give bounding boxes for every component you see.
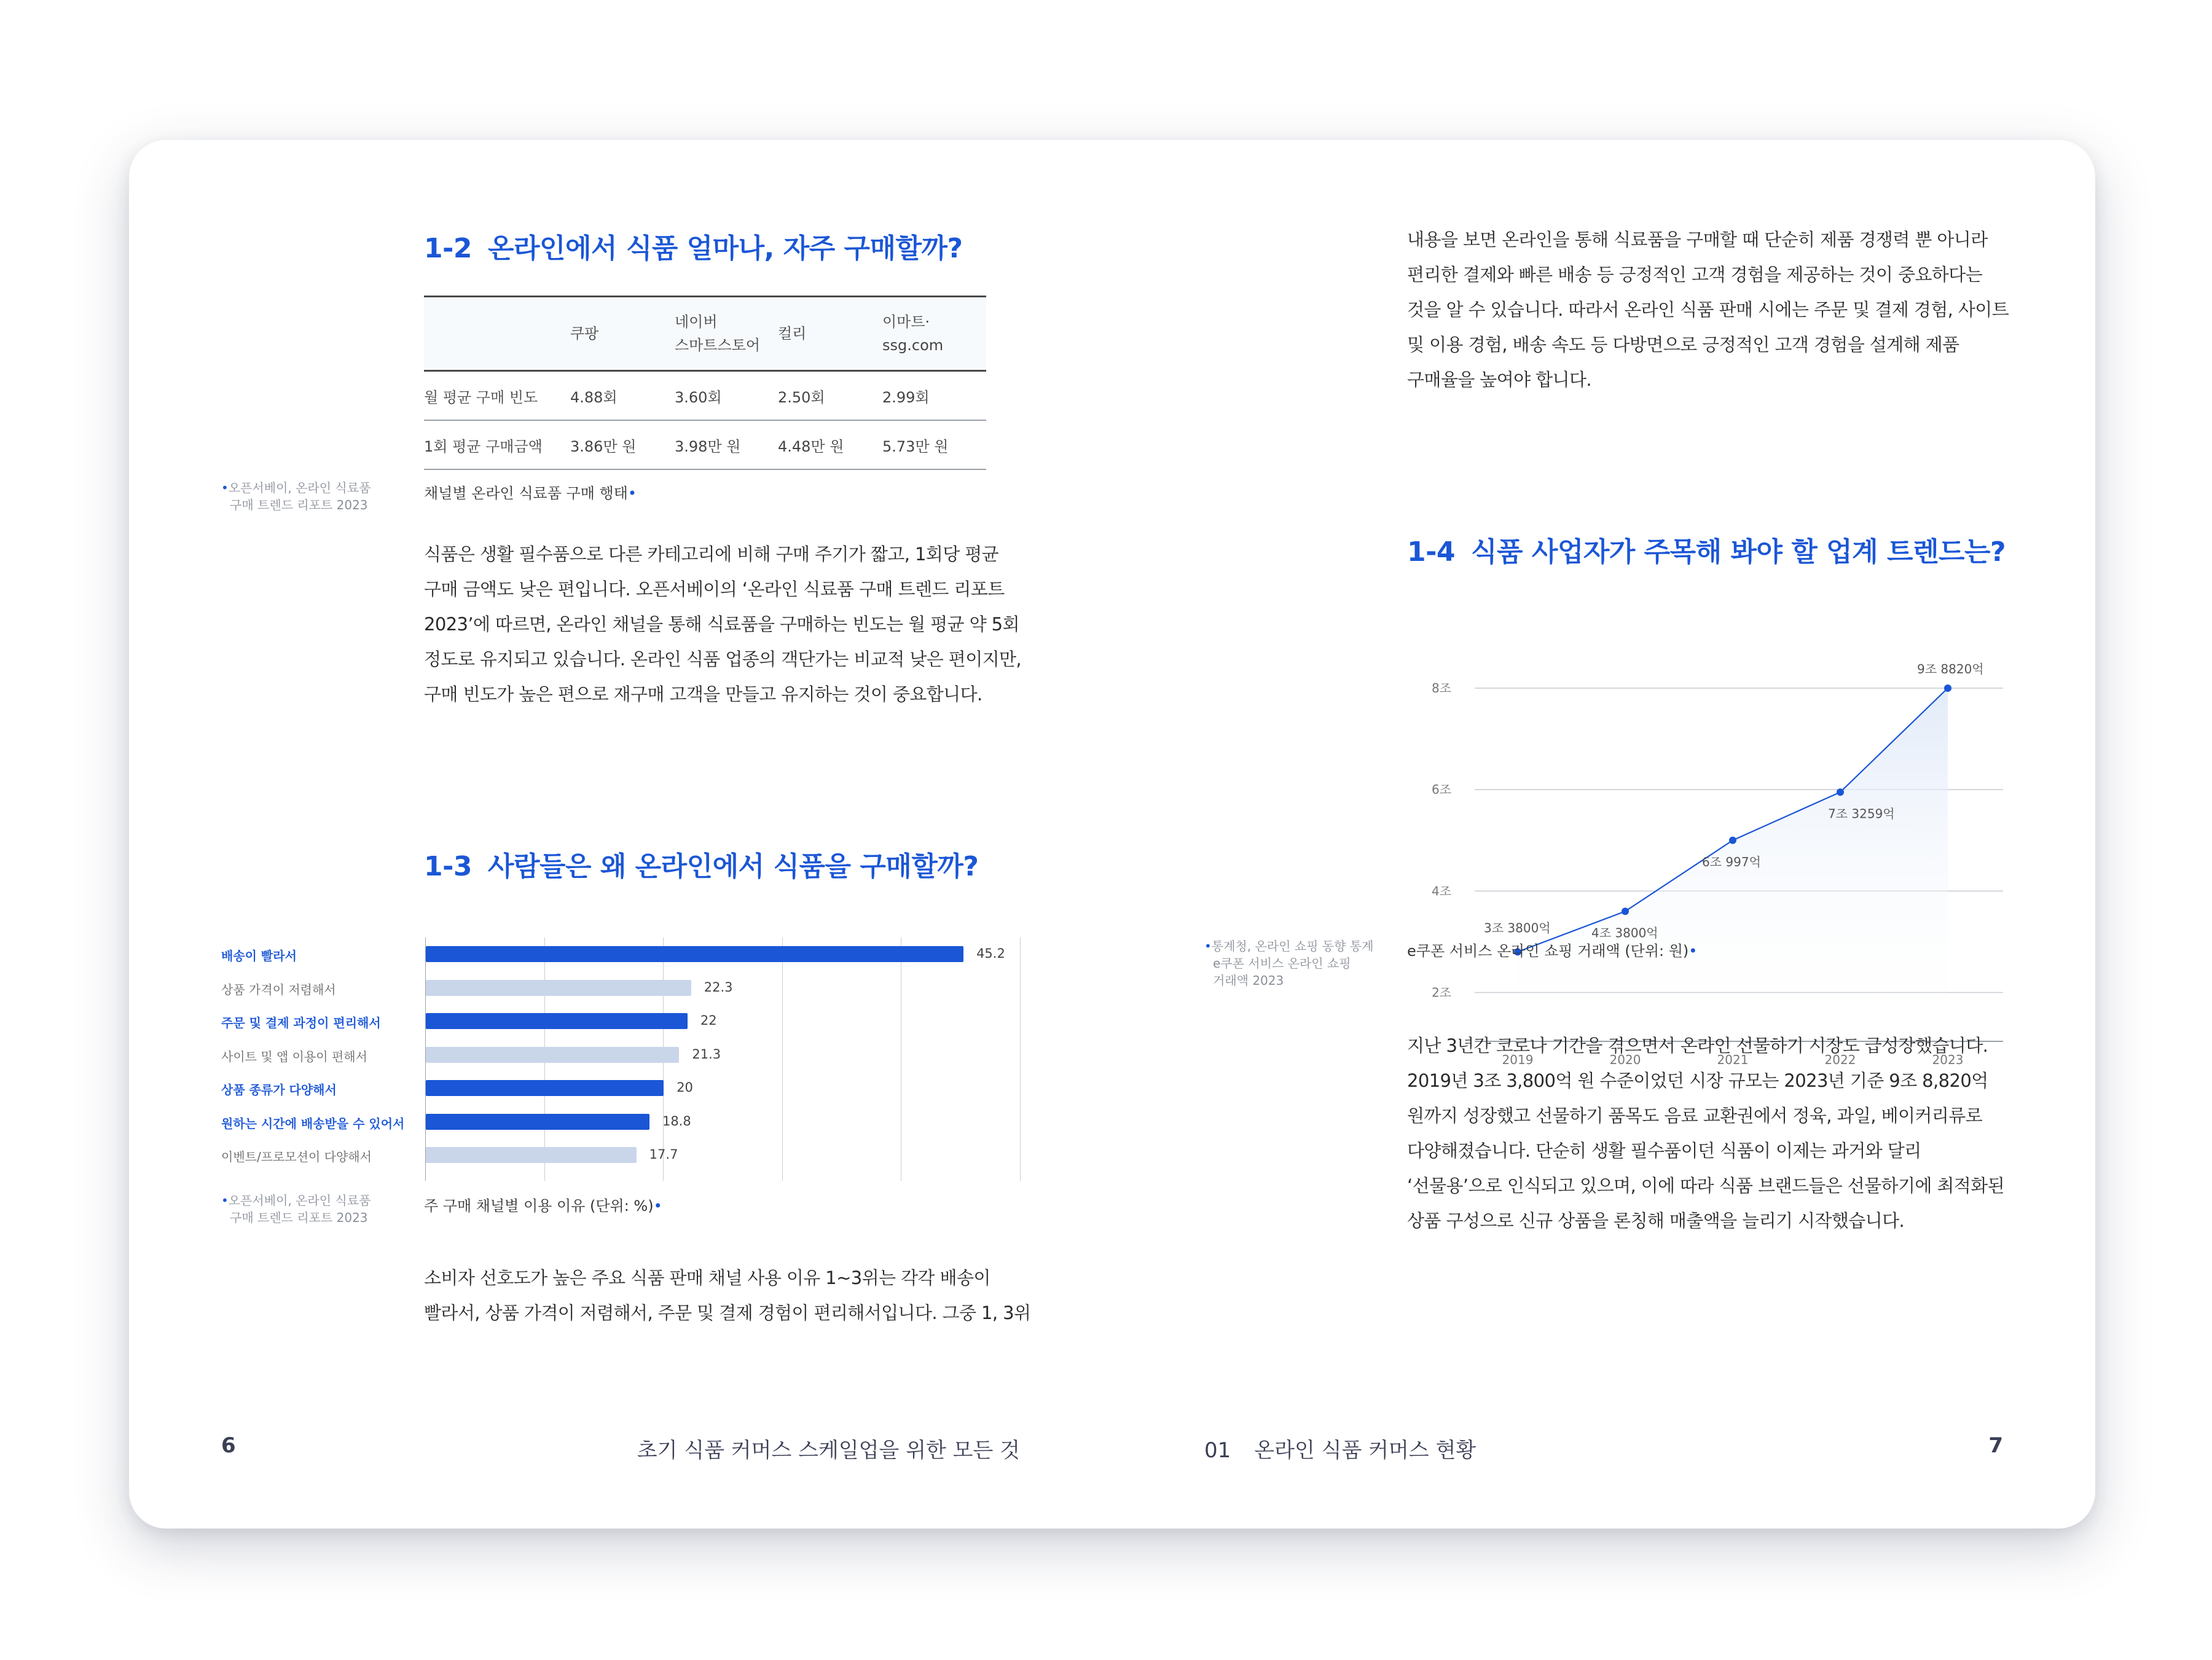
footer-book-title: 초기 식품 커머스 스케일업을 위한 모든 것 — [637, 1438, 1020, 1463]
text-line: ‘선물용’으로 인식되고 있으며, 이에 따라 식품 브랜드들은 선물하기에 최적화된 — [1407, 1175, 2005, 1196]
data-label: 3조 3800억 — [1484, 920, 1551, 936]
bar — [426, 1080, 664, 1096]
note-line: e쿠폰 서비스 온라인 쇼핑 — [1213, 956, 1351, 971]
bar-value-label: 45.2 — [976, 946, 1005, 961]
source-note-1-2: •오픈서베이, 온라인 식료품 구매 트렌드 리포트 2023 — [221, 480, 371, 512]
text-line: 식품은 생활 필수품으로 다른 카테고리에 비해 구매 주기가 짧고, 1회당 평균 — [424, 544, 999, 565]
text-line: 구매 금액도 낮은 편입니다. 오픈서베이의 ‘온라인 식료품 구매 트렌드 리포트 — [424, 579, 1005, 600]
note-line: 거래액 2023 — [1213, 973, 1284, 988]
chapter-title: 온라인 식품 커머스 현황 — [1254, 1438, 1477, 1463]
section-number: 1-3 — [424, 851, 472, 882]
text-line: 원까지 성장했고 선물하기 품목도 음료 교환권에서 정육, 과일, 베이커리류로 — [1407, 1105, 1983, 1126]
section-number: 1-4 — [1407, 536, 1455, 568]
page-number-left: 6 — [221, 1433, 236, 1458]
table-header-cell: 쿠팡 — [570, 297, 675, 371]
reason-bar-chart — [129, 140, 1112, 1369]
table-cell: 4.88회 — [570, 371, 675, 421]
grid-line — [1020, 938, 1021, 1181]
bar-category-label: 배송이 빨라서 — [221, 949, 297, 963]
data-label: 7조 3259억 — [1828, 806, 1895, 821]
bar-category-label: 원하는 시간에 배송받을 수 있어서 — [221, 1116, 405, 1131]
page-number-right: 7 — [1988, 1433, 2003, 1458]
bar-category-label: 주문 및 결제 과정이 편리해서 — [221, 1016, 381, 1030]
bar-value-label: 22 — [700, 1013, 717, 1028]
text-line: 구매 빈도가 높은 편으로 재구매 고객을 만들고 유지하는 것이 중요합니다. — [424, 684, 982, 705]
data-point — [1944, 684, 1951, 692]
table-cell: 5.73만 원 — [882, 420, 986, 469]
table-header-cell: 네이버 스마트스토어 — [675, 297, 778, 371]
section-heading: 사람들은 왜 온라인에서 식품을 구매할까? — [488, 851, 979, 882]
x-tick-label: 2022 — [1824, 1052, 1856, 1067]
text-line: 2019년 3조 3,800억 원 수준이었던 시장 규모는 2023년 기준 9조 8,820억 — [1407, 1070, 1988, 1091]
data-label: 6조 997억 — [1702, 854, 1761, 869]
paragraph-right-top — [1407, 222, 2009, 397]
text-line: 편리한 결제와 빠른 배송 등 긍정적인 고객 경험을 제공하는 것이 중요하다는 — [1407, 264, 1983, 285]
note-line: 구매 트렌드 리포트 2023 — [230, 1210, 368, 1225]
section-heading: 온라인에서 식품 얼마나, 자주 구매할까? — [488, 233, 963, 264]
paragraph-1-3 — [424, 1261, 1030, 1331]
table-cell: 4.48만 원 — [778, 420, 882, 469]
table-cell: 1회 평균 구매금액 — [424, 420, 570, 469]
bar-value-label: 18.8 — [662, 1113, 691, 1129]
bar-value-label: 22.3 — [704, 979, 733, 995]
note-line: 오픈서베이, 온라인 식료품 — [228, 1193, 371, 1208]
bar-value-label: 20 — [677, 1080, 693, 1095]
table-cell: 3.86만 원 — [570, 420, 675, 469]
y-tick-label: 2조 — [1432, 985, 1452, 1000]
text-line: 내용을 보면 온라인을 통해 식료품을 구매할 때 단순히 제품 경쟁력 뿐 아니라 — [1407, 229, 1988, 250]
bar — [426, 1047, 679, 1063]
table-caption: 채널별 온라인 식료품 구매 행태• — [424, 485, 637, 502]
table-cell: 3.98만 원 — [675, 420, 778, 469]
text-line: 다양해졌습니다. 단순히 생활 필수품이던 식품이 이제는 과거와 달리 — [1407, 1140, 1921, 1161]
text-line: 지난 3년간 코로나 기간을 겪으면서 온라인 선물하기 시장도 급성장했습니다. — [1407, 1035, 1988, 1056]
bar — [426, 1114, 649, 1130]
bar — [426, 1147, 637, 1163]
text-line: 구매율을 높여야 합니다. — [1407, 369, 1591, 390]
table-header-cell: 이마트· ssg.com — [882, 297, 986, 371]
text-line: 것을 알 수 있습니다. 따라서 온라인 식품 판매 시에는 주문 및 결제 경험, 사이트 — [1407, 299, 2009, 320]
source-note-1-4: •통계청, 온라인 쇼핑 동향 통계 e쿠폰 서비스 온라인 쇼핑 거래액 2023 — [1204, 939, 1374, 988]
note-line: 구매 트렌드 리포트 2023 — [230, 498, 368, 512]
x-tick-label: 2019 — [1502, 1052, 1534, 1067]
book-spread — [129, 140, 2095, 1529]
bar-chart-caption: 주 구매 채널별 이용 이유 (단위: %)• — [424, 1197, 662, 1215]
text-line: 및 이용 경험, 배송 속도 등 다방면으로 긍정적인 고객 경험을 설계해 제품 — [1407, 334, 1959, 355]
source-note-1-3: •오픈서베이, 온라인 식료품 구매 트렌드 리포트 2023 — [221, 1193, 371, 1225]
text-line: 정도로 유지되고 있습니다. 온라인 식품 업종의 객단가는 비교적 낮은 편이지만, — [424, 649, 1022, 670]
section-1-4-title — [1407, 530, 2006, 569]
y-tick-label: 4조 — [1432, 883, 1452, 899]
caption-text: 주 구매 채널별 이용 이유 (단위: %) — [424, 1197, 654, 1215]
bar — [426, 946, 963, 962]
paragraph-right-bottom — [1407, 1028, 2004, 1239]
x-tick-label: 2021 — [1717, 1052, 1749, 1067]
table-cell: 월 평균 구매 빈도 — [424, 371, 570, 421]
text-line: 2023’에 따르면, 온라인 채널을 통해 식료품을 구매하는 빈도는 월 평균 약 5회 — [424, 614, 1019, 635]
line-chart-caption: e쿠폰 서비스 온라인 쇼핑 거래액 (단위: 원)• — [1407, 942, 1698, 960]
y-tick-label: 8조 — [1432, 681, 1452, 696]
data-point — [1729, 837, 1736, 844]
text-line: 빨라서, 상품 가격이 저렴해서, 주문 및 결제 경험이 편리해서입니다. 그중 1, 3위 — [424, 1302, 1031, 1323]
ecoupon-line-chart — [1407, 595, 2046, 1080]
footer-chapter — [1204, 1433, 1476, 1463]
bar — [426, 1013, 688, 1029]
chapter-number: 01 — [1204, 1438, 1231, 1463]
table-cell: 2.50회 — [778, 371, 882, 421]
section-number: 1-2 — [424, 233, 472, 264]
bar — [426, 980, 691, 996]
note-line: 통계청, 온라인 쇼핑 동향 통계 — [1211, 939, 1374, 953]
x-tick-label: 2023 — [1932, 1052, 1964, 1067]
text-line: 소비자 선호도가 높은 주요 식품 판매 채널 사용 이유 1~3위는 각각 배송이 — [424, 1267, 990, 1288]
table-cell: 3.60회 — [675, 371, 778, 421]
data-label: 4조 3800억 — [1591, 925, 1658, 941]
grid-line — [782, 938, 783, 1181]
note-line: 오픈서베이, 온라인 식료품 — [228, 480, 371, 495]
bar-value-label: 21.3 — [692, 1046, 721, 1062]
bar-value-label: 17.7 — [649, 1147, 678, 1162]
table-header-cell: 컬리 — [778, 297, 882, 371]
data-point — [1837, 788, 1844, 796]
bar-category-label: 이벤트/프로모션이 다양해서 — [221, 1149, 372, 1164]
caption-text: 채널별 온라인 식료품 구매 행태 — [424, 485, 628, 502]
bar-category-label: 상품 가격이 저렴해서 — [221, 982, 336, 997]
data-label: 9조 8820억 — [1917, 662, 1984, 677]
caption-text: e쿠폰 서비스 온라인 쇼핑 거래액 (단위: 원) — [1407, 942, 1689, 960]
data-point — [1622, 907, 1629, 915]
table-cell: 2.99회 — [882, 371, 986, 421]
bar-category-label: 상품 종류가 다양해서 — [221, 1083, 337, 1097]
y-tick-label: 6조 — [1432, 782, 1452, 797]
section-heading: 식품 사업자가 주목해 봐야 할 업계 트렌드는? — [1471, 536, 2006, 568]
text-line: 상품 구성으로 신규 상품을 론칭해 매출액을 늘리기 시작했습니다. — [1407, 1210, 1905, 1231]
bar-category-label: 사이트 및 앱 이용이 편해서 — [221, 1049, 367, 1064]
x-tick-label: 2020 — [1609, 1052, 1641, 1067]
